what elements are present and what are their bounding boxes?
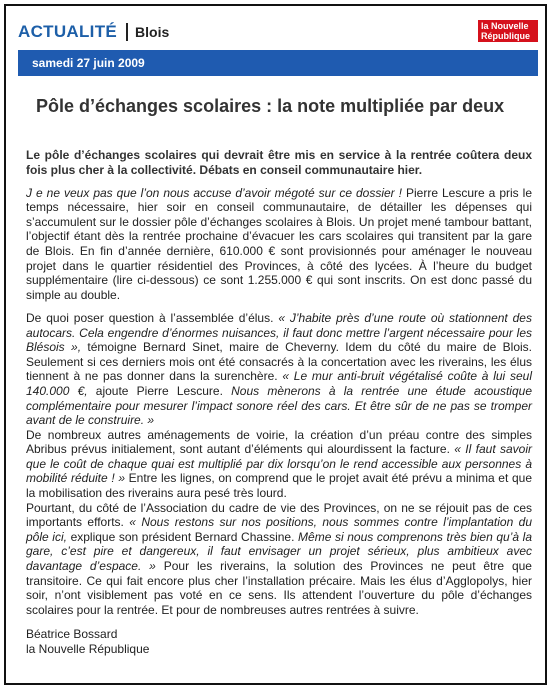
text: De nombreux autres aménagements de voirie, la création d’un préau contre des simples Abribus prévus initialement, sont autant d’éléments qui alourdissent la facture. <box>26 427 532 457</box>
text: Pierre Lescure a pris le temps nécessaire, hier soir en conseil communautaire, de détailler les dépenses qui s’accumulent sur le dossier pôle d’échanges scolaires à Blois. Un projet mené tambour battant, l’objectif étant dès la rentrée prochaine d’évacuer les cars scolaires qui transitent par la gare de Blois. En fin d’année dernière, 610.000 € sont provisionnés pour aménager le nouveau projet dans le quartier résidentiel des Provinces, à côté des lycées. À l’heure du budget supplémentaire (lire ci-dessous) ce sont 1.255.000 € qui sont inscrits. On est donc passé du simple au double. <box>26 185 532 302</box>
quote: « Nous restons sur nos positions, nous sommes contre l’implantation du pôle ici, <box>26 515 532 544</box>
logo-line-2: République <box>481 31 530 41</box>
article-body <box>26 148 532 657</box>
publication-name: la Nouvelle République <box>26 642 150 656</box>
article-title: Pôle d’échanges scolaires : la note multipliée par deux <box>36 96 505 116</box>
section-title[interactable]: ACTUALITÉ <box>18 22 118 41</box>
quote: J e ne veux pas que l’on nous accuse d’avoir mégoté sur ce dossier ! <box>26 185 406 200</box>
text: ajoute Pierre Lescure. <box>95 383 232 398</box>
signature <box>26 627 532 656</box>
article-frame <box>4 4 547 685</box>
paragraph-2 <box>26 311 532 428</box>
text: Pourtant, du côté de l’Association du cadre de vie des Provinces, on ne se réjouit pas de ces importants efforts. <box>26 500 532 530</box>
author-name: Béatrice Bossard <box>26 627 118 642</box>
article-lead: Le pôle d’échanges scolaires qui devrait être mis en service à la rentrée coûtera deux fois plus cher à la collectivité. Débats en conseil communautaire hier. <box>26 148 532 177</box>
logo-line-1: la Nouvelle <box>481 21 529 31</box>
paragraph-1 <box>26 186 532 303</box>
page-header <box>18 20 538 44</box>
header-separator <box>126 23 128 41</box>
text: De quoi poser question à l’assemblée d’élus. <box>26 310 279 325</box>
quote: « J’habite près d’une route où stationnent des autocars. Cela engendre d’énormes nuisances, il faut donc mettre l’argent nécessaire pour les Blésois », <box>26 310 532 355</box>
quote: « Le mur anti-bruit végétalisé coûte à lui seul 140.000 €, <box>26 369 532 398</box>
quote: Nous mènerons à la rentrée une étude acoustique complémentaire pour mesurer l’impact sonore réel des cars. Et être sûr de ne pas se tromper avant de le construire. » <box>26 383 532 428</box>
city-label[interactable]: Blois <box>135 24 170 40</box>
quote: Même si nous comprenons très bien qu’à la gare, c’est pire et dangereux, il faut envisager un projet sérieux, plus ambitieux avec davantage d’espace. » <box>26 529 533 574</box>
paragraph-4 <box>26 501 532 618</box>
quote: « Il faut savoir que le coût de chaque quai est multiplié par dix lorsqu’on le rend accessible aux personnes à mobilité réduite ! » <box>26 442 532 486</box>
paragraph-3 <box>26 428 532 501</box>
newspaper-logo[interactable] <box>478 20 538 42</box>
text: Pour les riverains, la solution des Provinces ne peut être que transitoire. Ce qui fait encore plus cher l’installation précaire. Mais les élus d’Agglopolys, hier soir, n’ont visiblement pas voté en ce sens. Ils attendent l’ouverture du pôle d’échanges scolaires pour la rentrée. Et pour de nombreuses autres rentrées à suivre. <box>26 559 532 617</box>
date-bar <box>18 50 538 76</box>
text: Entre les lignes, on comprend que le projet avait été prévu a minima et que la mobilisation des riverains aura pesé très lourd. <box>26 471 532 501</box>
article-date: samedi 27 juin 2009 <box>32 56 145 70</box>
text: témoigne Bernard Sinet, maire de Cheverny. Idem du côté du maire de Blois. Seulement si ces derniers mois ont été consacrés à la concertation avec les riverains, les élus tiennent à ne pas donner dans la surenchère. <box>26 340 533 384</box>
text: explique son président Bernard Chassine. <box>70 529 299 544</box>
